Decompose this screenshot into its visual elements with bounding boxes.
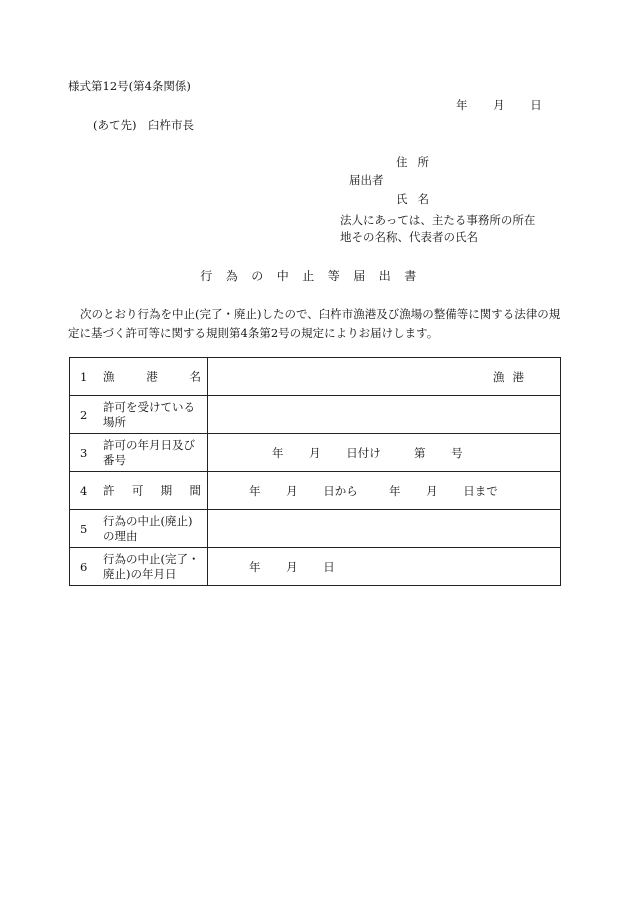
label-char: 漁 (103, 369, 115, 383)
body-text: 次のとおり行為を中止(完了・廃止)したので、臼杵市漁港及び漁場の整備等に関する法律の規定に基づく許可等に関する規則第4条第2号の規定によりお届けします。 (68, 307, 561, 340)
corporation-note-line-2: 地その名称、代表者の氏名 (340, 230, 478, 244)
table-row (70, 510, 561, 548)
table-row (70, 548, 561, 586)
label-char: 許 (103, 483, 115, 497)
table-row (70, 434, 561, 472)
table-row (70, 358, 561, 396)
label-char: 港 (146, 369, 158, 383)
row-label (70, 548, 208, 586)
permit-period-field[interactable] (208, 472, 561, 510)
address-label: 住所 (396, 155, 439, 169)
suspension-date: 年 月 日 (249, 559, 335, 574)
label-char: 名 (189, 369, 201, 383)
period-from: 年 月 日から (249, 483, 358, 498)
row-number: 4 (80, 483, 88, 498)
row-number: 2 (80, 407, 88, 422)
fishing-port-field[interactable] (208, 358, 561, 396)
suspension-date-field[interactable] (208, 548, 561, 586)
label-char: 間 (189, 483, 201, 497)
permit-date: 年 月 日付け (272, 445, 381, 460)
permitted-location-field[interactable] (208, 396, 561, 434)
name-label: 氏名 (396, 192, 439, 206)
row-label (70, 434, 208, 472)
label-char: 期 (160, 483, 173, 497)
row-number: 5 (80, 521, 88, 536)
row-number: 1 (80, 369, 88, 384)
document-title: 行為の中止等届出書 (200, 269, 430, 283)
row-number: 6 (80, 559, 88, 574)
permit-number: 第 号 (414, 445, 463, 460)
table-row (70, 472, 561, 510)
row-label (70, 472, 208, 510)
row-label (70, 510, 208, 548)
row-number: 3 (80, 445, 88, 460)
row-label-text: 行為の中止(廃止)の理由 (103, 513, 193, 543)
notification-table (69, 357, 561, 586)
permit-date-number-field[interactable] (208, 434, 561, 472)
corporation-note (340, 212, 535, 246)
row-label-text: 許可を受けている場所 (103, 399, 195, 429)
row-label-text (103, 483, 201, 498)
corporation-note-line-1: 法人にあっては、主たる事務所の所在 (340, 213, 536, 227)
fishing-port-suffix: 漁港 (493, 369, 532, 384)
submission-date: 年 月 日 (456, 98, 542, 112)
row-label (70, 358, 208, 396)
row-label-text: 許可の年月日及び番号 (103, 437, 195, 467)
form-number: 様式第12号(第4条関係) (68, 79, 191, 93)
row-label-text (103, 369, 201, 384)
period-to: 年 月 日まで (389, 483, 498, 498)
row-label (70, 396, 208, 434)
addressee: (あて先) 臼杵市長 (93, 118, 194, 132)
label-char: 可 (131, 483, 144, 497)
row-label-text: 行為の中止(完了・廃止)の年月日 (103, 551, 200, 581)
suspension-reason-field[interactable] (208, 510, 561, 548)
table-row (70, 396, 561, 434)
notifier-label: 届出者 (349, 173, 384, 187)
